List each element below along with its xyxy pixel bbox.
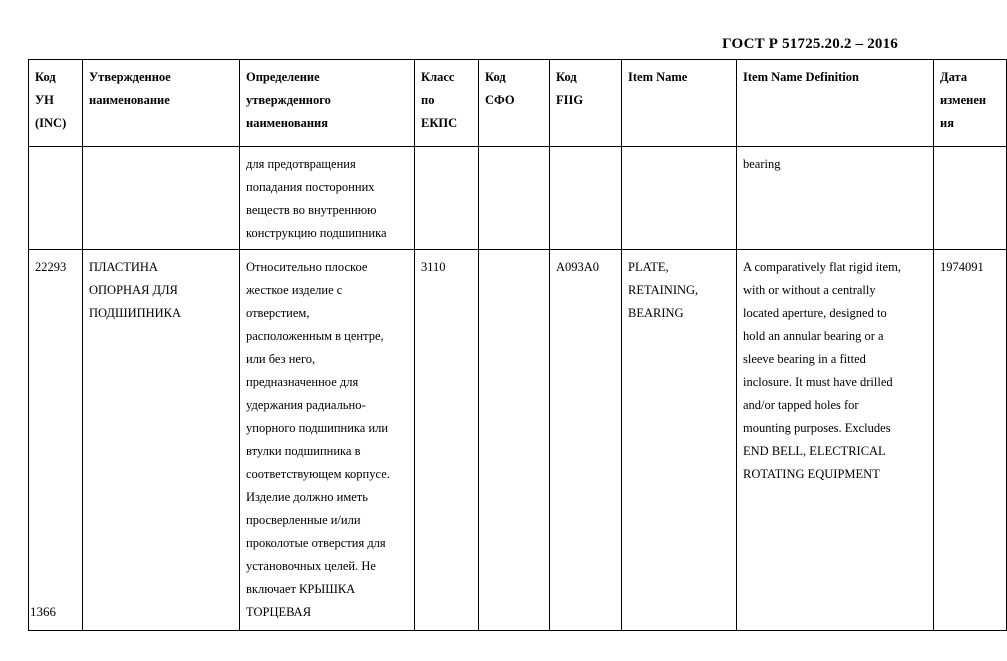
table-header	[29, 60, 1007, 147]
cell-line: или без него,	[246, 352, 316, 366]
column-header-ekps-class	[415, 60, 479, 147]
column-header-line: наименования	[246, 116, 329, 130]
column-header-line: Определение	[246, 70, 320, 84]
column-header-item-name-definition	[737, 60, 934, 147]
column-header-line: FIIG	[556, 93, 584, 107]
column-header-line: СФО	[485, 93, 515, 107]
column-header-line: ЕКПС	[421, 116, 458, 130]
cell-line: PLATE,	[628, 260, 669, 274]
column-header-line: Код	[556, 70, 577, 84]
cell-line: удержания радиально-	[246, 398, 366, 412]
cell-line: установочных целей. Не	[246, 559, 376, 573]
cell-line: 1974091	[940, 260, 984, 274]
cell-line: расположенным в центре,	[246, 329, 384, 343]
cell-line: ПОДШИПНИКА	[89, 306, 182, 320]
column-header-change-date	[934, 60, 1007, 147]
column-header-line: ия	[940, 116, 954, 130]
column-header-line: Код	[35, 70, 56, 84]
cell-item-name-definition	[737, 250, 934, 631]
cell-line: предназначенное для	[246, 375, 359, 389]
cell-line: отверстием,	[246, 306, 310, 320]
column-header-line: УН	[35, 93, 54, 107]
cell-line: упорного подшипника или	[246, 421, 389, 435]
cell-line: втулки подшипника в	[246, 444, 361, 458]
cell-line: located aperture, designed to	[743, 306, 887, 320]
cell-line: 22293	[35, 260, 67, 274]
cell-line: просверленные и/или	[246, 513, 361, 527]
cell-line: для предотвращения	[246, 157, 356, 171]
cell-fiig-code	[550, 147, 622, 250]
cell-line: sleeve bearing in a fitted	[743, 352, 866, 366]
cell-line: and/or tapped holes for	[743, 398, 859, 412]
column-header-approved-name-definition	[240, 60, 415, 147]
cell-sfo-code	[479, 250, 550, 631]
column-header-line: Дата	[940, 70, 968, 84]
column-header-line: Класс	[421, 70, 455, 84]
column-header-code-un-inc	[29, 60, 83, 147]
table-header-row	[29, 60, 1007, 147]
cell-code-un-inc	[29, 250, 83, 631]
column-header-line: (INC)	[35, 116, 67, 130]
cell-line: ROTATING EQUIPMENT	[743, 467, 880, 481]
column-header-approved-name	[83, 60, 240, 147]
cell-item-name	[622, 147, 737, 250]
cell-line: ОПОРНАЯ ДЛЯ	[89, 283, 178, 297]
column-header-sfo-code	[479, 60, 550, 147]
table-body	[29, 147, 1007, 631]
cell-line: попадания посторонних	[246, 180, 375, 194]
cell-line: bearing	[743, 157, 781, 171]
gost-nomenclature-table	[28, 59, 1007, 631]
cell-line: конструкцию подшипника	[246, 226, 387, 240]
cell-line: with or without a centrally	[743, 283, 876, 297]
cell-line: END BELL, ELECTRICAL	[743, 444, 886, 458]
cell-line: Относительно плоское	[246, 260, 368, 274]
table-row	[29, 250, 1007, 631]
cell-line: включает КРЫШКА	[246, 582, 356, 596]
cell-ekps-class	[415, 147, 479, 250]
cell-fiig-code	[550, 250, 622, 631]
cell-approved-name	[83, 250, 240, 631]
column-header-line: утвержденного	[246, 93, 331, 107]
cell-line: соответствующем корпусе.	[246, 467, 390, 481]
cell-line: 3110	[421, 260, 446, 274]
cell-line: проколотые отверстия для	[246, 536, 386, 550]
cell-approved-name-definition	[240, 250, 415, 631]
column-header-line: изменен	[940, 93, 987, 107]
cell-change-date	[934, 250, 1007, 631]
cell-code-un-inc	[29, 147, 83, 250]
cell-approved-name	[83, 147, 240, 250]
standard-header: ГОСТ Р 51725.20.2 – 2016	[722, 36, 898, 52]
column-header-line: Item Name Definition	[743, 70, 859, 84]
cell-item-name	[622, 250, 737, 631]
table-row	[29, 147, 1007, 250]
cell-line: A093A0	[556, 260, 600, 274]
column-header-line: Код	[485, 70, 506, 84]
cell-line: inclosure. It must have drilled	[743, 375, 893, 389]
cell-approved-name-definition	[240, 147, 415, 250]
cell-line: жесткое изделие с	[246, 283, 343, 297]
column-header-line: Утвержденное	[89, 70, 171, 84]
cell-line: ПЛАСТИНА	[89, 260, 158, 274]
cell-ekps-class	[415, 250, 479, 631]
column-header-line: Item Name	[628, 70, 688, 84]
column-header-line: по	[421, 93, 435, 107]
cell-line: BEARING	[628, 306, 684, 320]
cell-item-name-definition	[737, 147, 934, 250]
cell-line: mounting purposes. Excludes	[743, 421, 891, 435]
cell-line: ТОРЦЕВАЯ	[246, 605, 312, 619]
cell-change-date	[934, 147, 1007, 250]
cell-line: hold an annular bearing or a	[743, 329, 884, 343]
cell-line: веществ во внутреннюю	[246, 203, 377, 217]
page-number: 1366	[30, 604, 56, 619]
column-header-fiig-code	[550, 60, 622, 147]
cell-line: A comparatively flat rigid item,	[743, 260, 901, 274]
cell-sfo-code	[479, 147, 550, 250]
column-header-line: наименование	[89, 93, 170, 107]
cell-line: RETAINING,	[628, 283, 699, 297]
cell-line: Изделие должно иметь	[246, 490, 368, 504]
column-header-item-name	[622, 60, 737, 147]
